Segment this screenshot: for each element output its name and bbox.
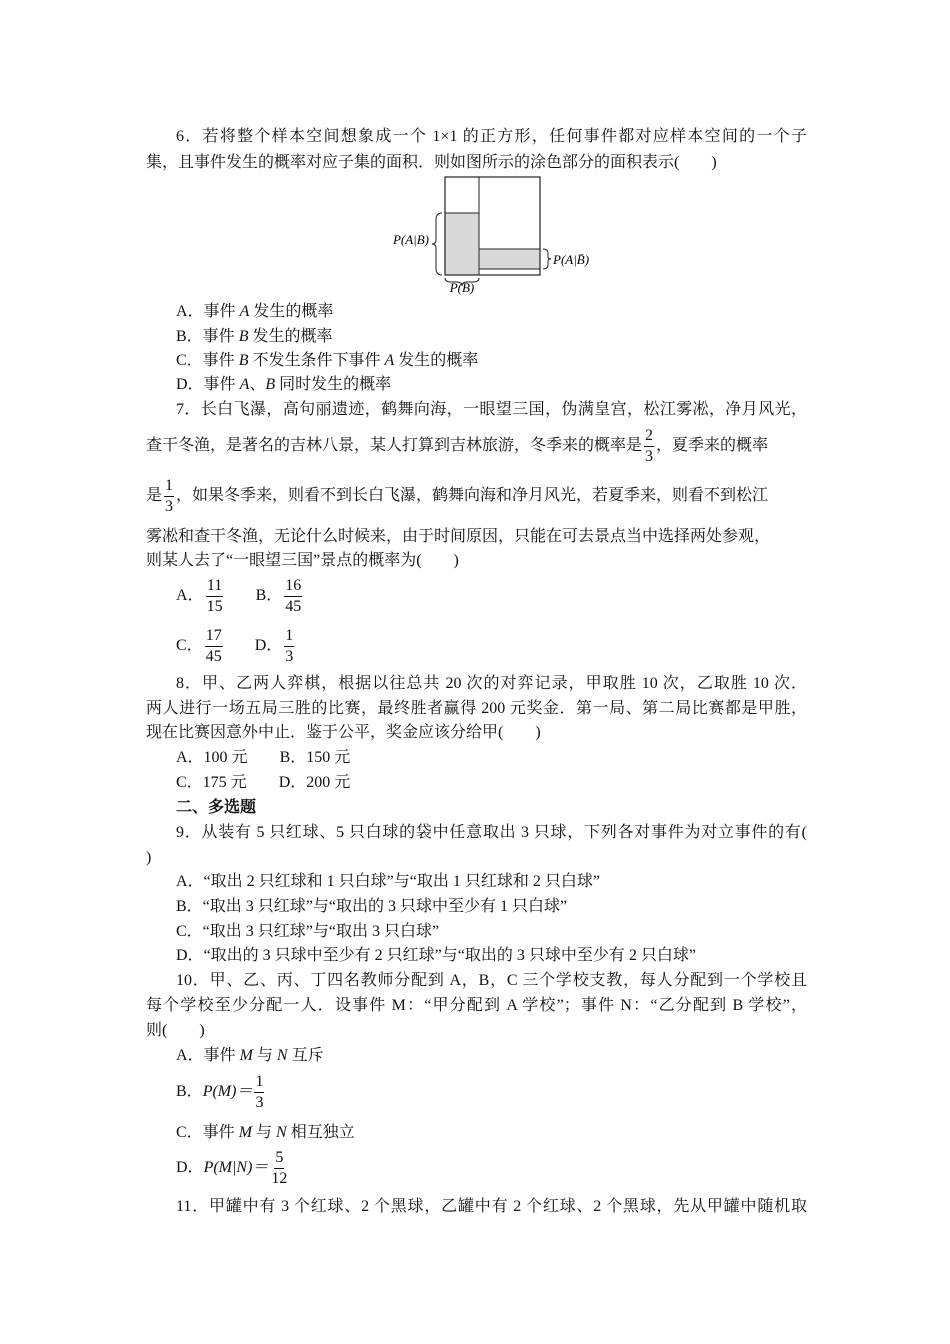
q10-line1: 10．甲、乙、丙、丁四名教师分配到 A，B，C 三个学校支教，每人分配到一个学校且 (176, 972, 807, 989)
q8-line2: 两人进行一场五局三胜的比赛，最终胜者赢得 200 元奖金．第一局、第二局比赛都是甲胜， (146, 700, 807, 717)
q9-option-a: A．“取出 2 只红球和 1 只白球”与“取出 1 只红球和 2 只白球” (176, 873, 600, 890)
q9-option-c: C．“取出 3 只红球”与“取出 3 只白球” (176, 923, 440, 940)
q9-option-b: B．“取出 3 只红球”与“取出的 3 只球中至少有 1 只白球” (176, 898, 568, 915)
fraction: $\frac{5}{12}$ (271, 1149, 288, 1187)
q10-option-c: C．事件 M 与 N 相互独立 (176, 1124, 355, 1141)
q6-line1: 6．若将整个样本空间想象成一个 1×1 的正方形，任何事件都对应样本空间的一个子 (176, 128, 807, 145)
q8-options-cd: C．175 元 D．200 元 (176, 774, 351, 791)
q10-option-d: D．P(M|N)＝ $\frac{5}{12}$ (176, 1149, 288, 1187)
label-p-a-given-not-b: P(A|B̄) (553, 252, 590, 267)
label-p-b: P(B) (449, 280, 475, 295)
fraction: $\frac{17}{45}$ (205, 627, 222, 665)
q9-line1: 9．从装有 5 只红球、5 只白球的袋中任意取出 3 只球，下列各对事件为对立事件的有( (176, 824, 807, 841)
figure-left-brace (432, 213, 442, 275)
q8-options-ab: A．100 元 B．150 元 (176, 749, 351, 766)
fraction: $\frac{1}{3}$ (255, 1073, 264, 1111)
q9-option-d: D．“取出的 3 只球中至少有 2 只红球”与“取出的 3 只球中至少有 2 只白球” (176, 947, 696, 964)
fraction: $\frac{1}{3}$ (285, 627, 294, 665)
figure-shade-right (479, 249, 540, 269)
figure-right-brace (543, 249, 551, 269)
q6-option-d: D．事件 A、B 同时发生的概率 (176, 376, 392, 393)
figure-shade-left (445, 213, 479, 275)
q10-option-a: A．事件 M 与 N 互斥 (176, 1047, 324, 1064)
q10-line3: 则( ) (146, 1022, 205, 1039)
fraction: $\frac{1}{3}$ (165, 477, 174, 515)
q7-line1: 7．长白飞瀑，高句丽遗迹，鹤舞向海，一眼望三国，伪满皇宫，松江雾凇，净月风光， (176, 401, 807, 418)
q7-line5: 则某人去了“一眼望三国”景点的概率为( ) (146, 552, 459, 569)
q9-line2: ) (146, 849, 152, 866)
q10-option-b: B．P(M)＝ $\frac{1}{3}$ (176, 1073, 264, 1111)
q11-line1: 11．甲罐中有 3 个红球、2 个黑球，乙罐中有 2 个红球、2 个黑球，先从甲罐中随机取 (176, 1198, 807, 1215)
q7-line2: 查干冬渔，是著名的吉林八景，某人打算到吉林旅游，冬季来的概率是 $\frac{2}{3}$ ，夏季来的概率 (146, 427, 769, 465)
label-p-a-given-b: P(A|B) (392, 232, 429, 247)
q10-line2: 每个学校至少分配一人．设事件 M：“甲分配到 A 学校”；事件 N：“乙分配到 B 学校”， (146, 997, 807, 1014)
q6-option-a: A．事件 A 发生的概率 (176, 303, 334, 320)
q8-line1: 8．甲、乙两人弈棋，根据以往总共 20 次的对弈记录，甲取胜 10 次，乙取胜 10 次． (176, 675, 807, 692)
q6-figure (385, 172, 595, 297)
q7-line3: 是 $\frac{1}{3}$ ，如果冬季来，则看不到长白飞瀑，鹤舞向海和净月风光，若夏季来，则看不到松江 (146, 477, 769, 515)
q7-options-cd: C． $\frac{17}{45}$ D． $\frac{1}{3}$ (176, 627, 294, 665)
fraction: $\frac{11}{15}$ (206, 577, 223, 615)
q7-line4: 雾凇和查干冬渔，无论什么时候来，由于时间原因，只能在可去景点当中选择两处参观， (146, 528, 771, 545)
fraction: $\frac{16}{45}$ (285, 577, 302, 615)
q6-option-c: C．事件 B 不发生条件下事件 A 发生的概率 (176, 352, 479, 369)
q6-option-b: B．事件 B 发生的概率 (176, 328, 333, 345)
q7-options-ab: A． $\frac{11}{15}$ B． $\frac{16}{45}$ (176, 577, 302, 615)
fraction: $\frac{2}{3}$ (645, 427, 654, 465)
section-heading: 二、多选题 (176, 799, 257, 816)
q8-line3: 现在比赛因意外中止．鉴于公平，奖金应该分给甲( ) (146, 724, 541, 741)
q6-line2: 集，且事件发生的概率对应子集的面积．则如图所示的涂色部分的面积表示( ) (146, 154, 717, 171)
